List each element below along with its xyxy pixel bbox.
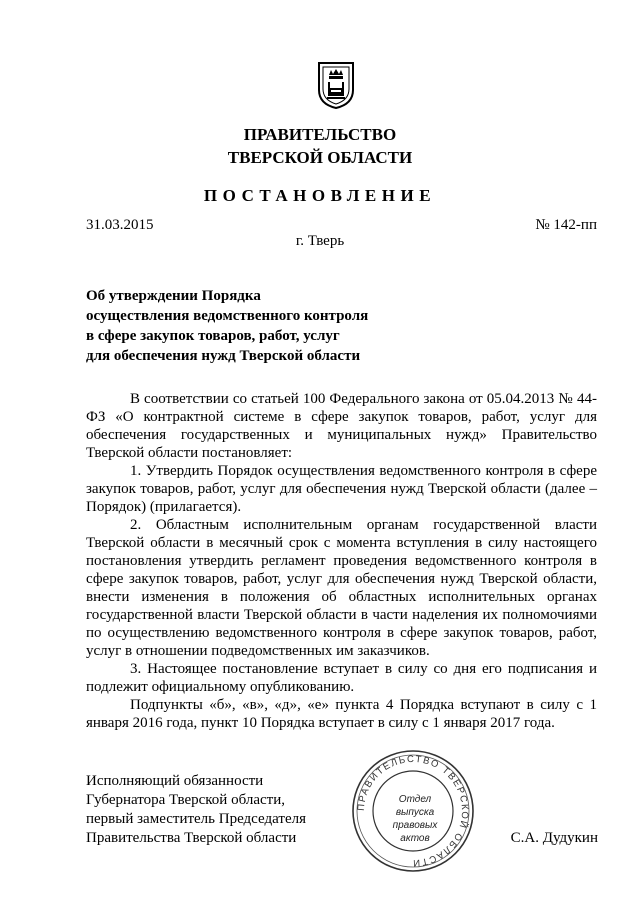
body-paragraph-2: 2. Областным исполнительным органам государственной власти Тверской области в месячный срок с момента вступления в силу настоящего постановления утвердить регламент проведения ведомственного контроля в сфере закупок товаров, работ, услуг для обеспечения нужд Тверской области, внести изменения в положения об областных исполнительных органах государственной власти Тверской области в части наделения их полномочиями по осуществлению ведомственного контроля в сфере закупок товаров, работ, услуг в отношении подведомственных им заказчиков. [86,517,597,659]
org-name-line1: ПРАВИТЕЛЬСТВО [243,125,397,144]
signer-line: Правительства Тверской области [86,830,297,846]
document-number: № 142-пп [535,217,597,233]
signer-line: первый заместитель Председателя [86,811,306,827]
coat-of-arms-emblem [316,60,356,110]
stamp-inner-line: правовых [392,820,438,831]
signer-line: Губернатора Тверской области, [86,792,285,808]
body-paragraph-1: 1. Утвердить Порядок осуществления ведомственного контроля в сфере закупок товаров, работ, услуг для обеспечения нужд Тверской области (далее – Порядок) (прилагается). [86,463,597,515]
signer-block [86,772,306,848]
subject-line: для обеспечения нужд Тверской области [86,348,361,364]
stamp-inner-line: Отдел [398,794,432,805]
stamp-inner-line: выпуска [395,807,435,818]
subject-line: Об утверждении Порядка [86,288,261,304]
document-date: 31.03.2015 [86,217,154,233]
body-paragraph-3: 3. Настоящее постановление вступает в силу со дня его подписания и подлежит официальному опубликованию. [86,661,597,695]
org-name-line2: ТВЕРСКОЙ ОБЛАСТИ [227,148,413,167]
document-subject [86,286,368,366]
document-body [86,390,597,732]
body-paragraph-preamble: В соответствии со статьей 100 Федерального закона от 05.04.2013 № 44-ФЗ «О контрактной системе в сфере закупок товаров, работ, услуг для обеспечения государственных и муниципальных нужд» Правительство Тверской области постановляет: [86,391,597,461]
stamp-inner-line: актов [400,833,430,844]
signer-line: Исполняющий обязанности [86,773,264,789]
subject-line: в сфере закупок товаров, работ, услуг [86,328,340,344]
body-paragraph-4: Подпункты «б», «в», «д», «е» пункта 4 Порядка вступают в силу с 1 января 2016 года, пункт 10 Порядка вступает в силу с 1 января 2017 года. [86,697,597,731]
subject-line: осуществления ведомственного контроля [86,308,369,324]
document-type: ПОСТАНОВЛЕНИЕ [203,186,437,205]
signature-name: С.А. Дудукин [510,830,598,846]
document-city: г. Тверь [295,233,345,249]
stamp-inner-text [392,793,438,845]
stamp-ring-text: ПРАВИТЕЛЬСТВО ТВЕРСКОЙ ОБЛАСТИ [355,753,471,869]
